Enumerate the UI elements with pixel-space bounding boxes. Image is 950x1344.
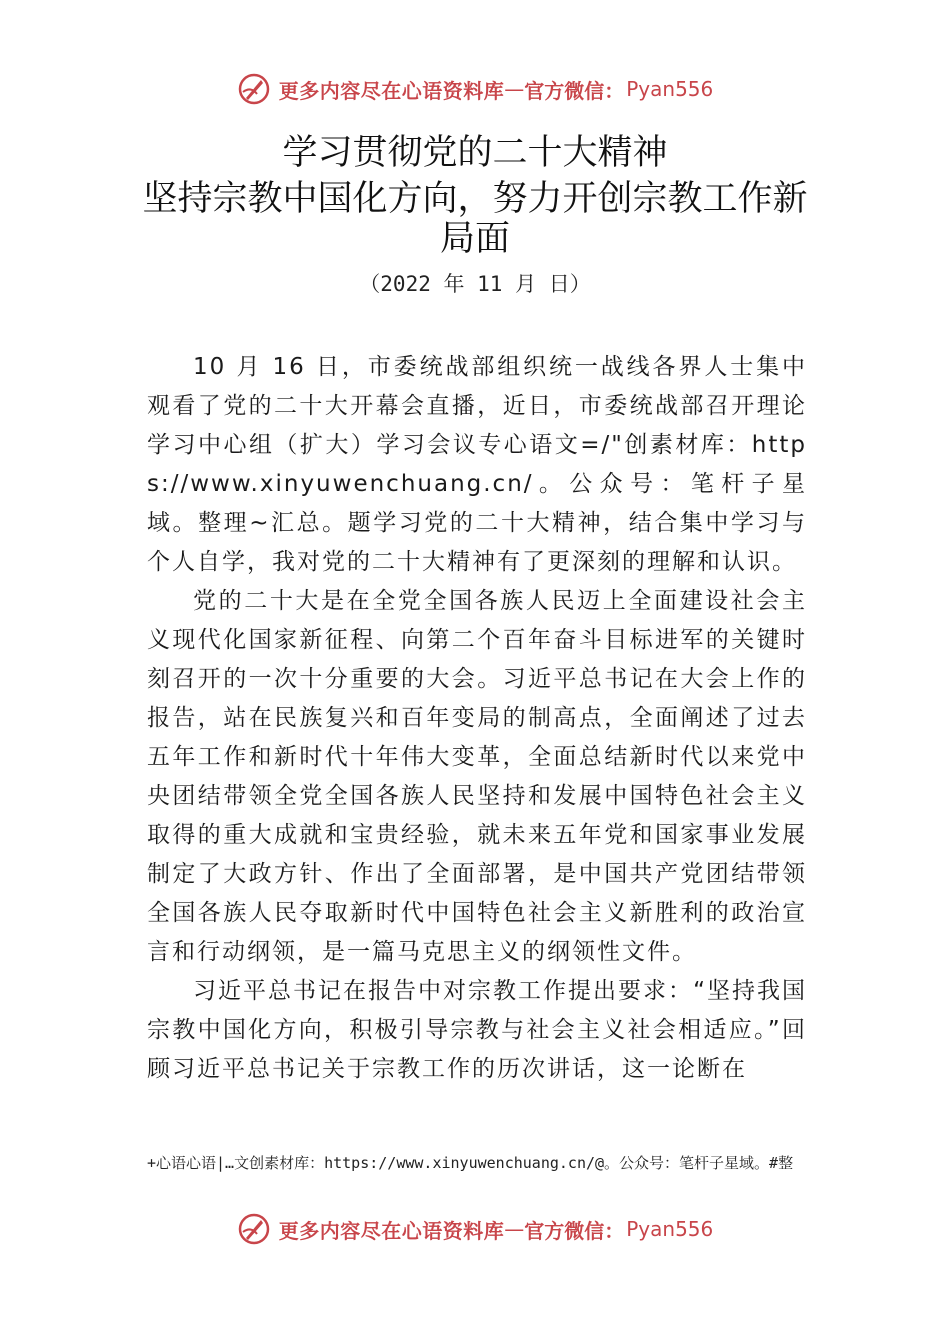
banner-main-text: 更多内容尽在心语资料库	[278, 78, 505, 103]
banner-wechat-id: Pyan556	[626, 1217, 714, 1241]
bottom-banner	[0, 1212, 950, 1246]
top-banner	[0, 72, 950, 106]
quill-pen-logo-icon	[237, 1212, 271, 1246]
paragraph: 党的二十大是在全党全国各族人民迈上全面建设社会主义现代化国家新征程、向第二个百年奋斗目标进军的关键时刻召开的一次十分重要的大会。习近平总书记在大会上作的报告，站在民族复兴和百年变局的制高点，全面阐述了过去五年工作和新时代十年伟大变革，全面总结新时代以来党中央团结带领全党全国各族人民坚持和发展中国特色社会主义取得的重大成就和宝贵经验，就未来五年党和国家事业发展制定了大政方针、作出了全面部署，是中国共产党团结带领全国各族人民夺取新时代中国特色社会主义新胜利的政治宣言和行动纲领，是一篇马克思主义的纲领性文件。	[147, 588, 807, 965]
watermark-footer-text: +心语心语|…文创素材库：https://www.xinyuwenchuang.cn/@。公众号：笔杆子星域。#整	[147, 1154, 794, 1172]
banner-separator: —	[504, 1217, 525, 1241]
document-date: （2022 年 11 月 日）	[359, 272, 591, 296]
paragraph: 习近平总书记在报告中对宗教工作提出要求：“坚持我国宗教中国化方向，积极引导宗教与社会主义社会相适应。”回顾习近平总书记关于宗教工作的历次讲话，这一论断在	[147, 978, 807, 1082]
document-title-line-3: 局面	[439, 219, 510, 259]
banner-wechat-label: 官方微信：	[524, 1218, 625, 1243]
quill-pen-logo-icon	[237, 72, 271, 106]
paragraph: 10 月 16 日，市委统战部组织统一战线各界人士集中观看了党的二十大开幕会直播，近日，市委统战部召开理论学习中心组（扩大）学习会议专心语文=/"创素材库：https://www.xinyuwenchuang.cn/。公众号：笔杆子星域。整理~汇总。题学习党的二十大精神，结合集中学习与个人自学，我对党的二十大精神有了更深刻的理解和认识。	[147, 354, 807, 575]
document-title-line-2: 坚持宗教中国化方向，努力开创宗教工作新	[142, 179, 808, 219]
banner-wechat-id: Pyan556	[626, 77, 714, 101]
banner-wechat-label: 官方微信：	[524, 78, 625, 103]
document-title-line-1: 学习贯彻党的二十大精神	[282, 133, 668, 173]
banner-main-text: 更多内容尽在心语资料库	[278, 1218, 505, 1243]
document-body	[147, 348, 807, 1089]
banner-separator: —	[504, 77, 525, 101]
